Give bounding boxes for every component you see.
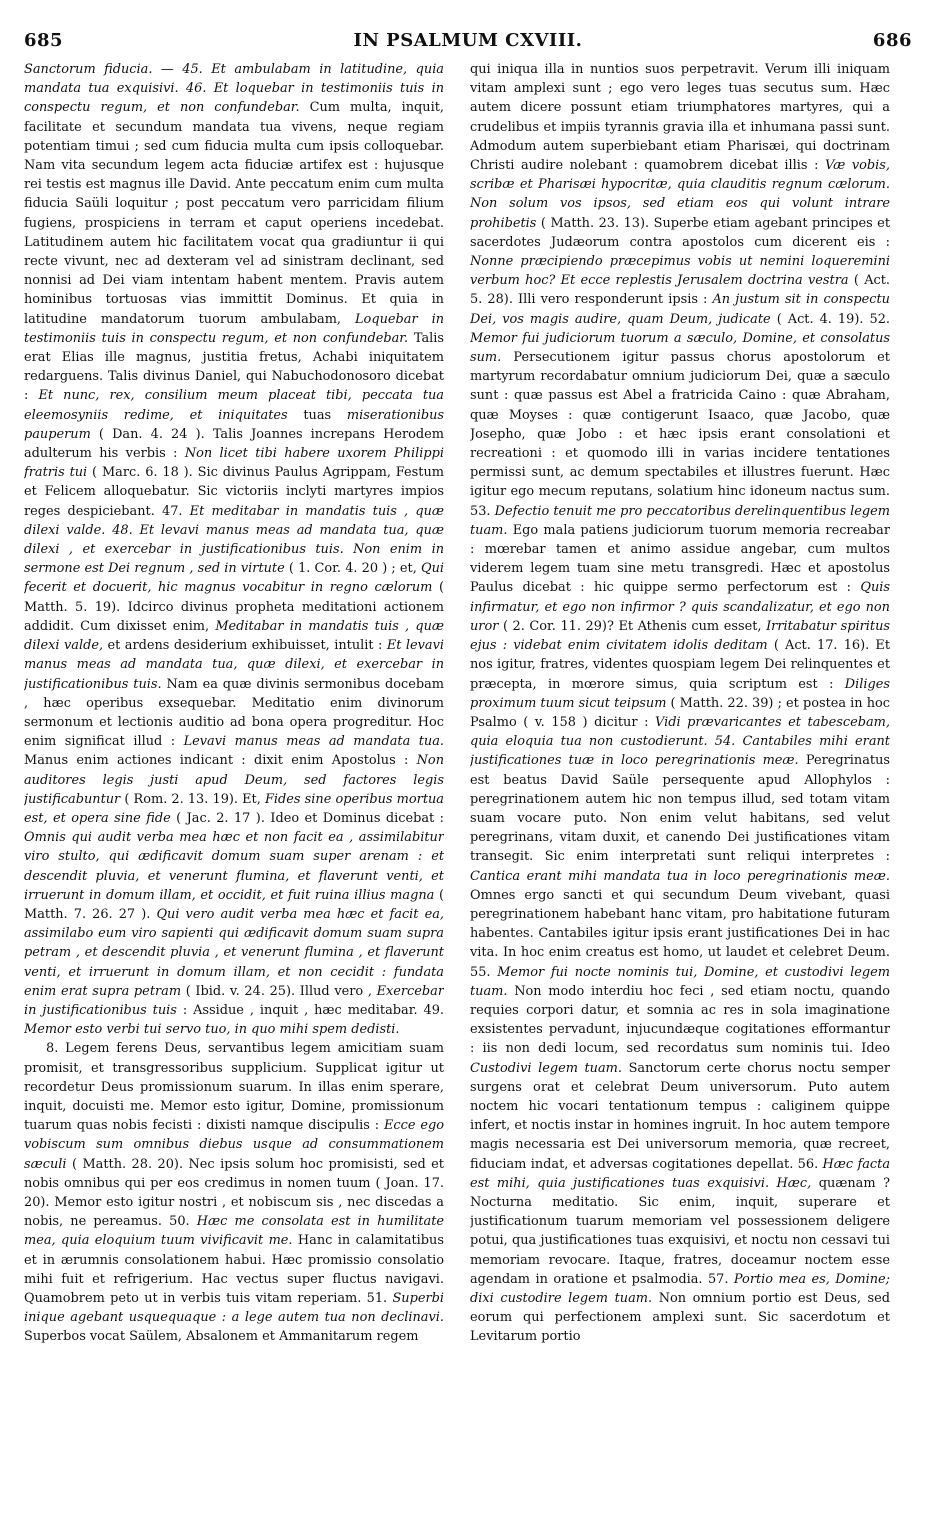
text-run: qui iniqua illa in nuntios suos perpetravit. Verum illi iniquam vitam amplexi sunt ; ego vero leges tuas secutus sum. Hæc autem dicere possunt etiam triumphatores martyres, qui a crudelibus et impiis tyrannis gravia illa et inhumana passi sunt. Admodum autem superbiebant etiam Pharisæi, qui doctrinam Christi audire nolebant : quamobrem dicebat illis : bbox=[470, 62, 890, 174]
italic-text-run: Qui vero audit verba mea hæc et facit ea, assimilabo eum viro sapienti qui ædificavit domum suam supra petram , et descendit pluvia , et venerunt flumina , et flaverunt venti, et irruerunt in domum illam, et non cecidit : fundata enim erat supra petram bbox=[24, 906, 444, 999]
italic-text-run: Custodivi legem tuam. bbox=[470, 1060, 622, 1076]
page-number-left: 685 bbox=[24, 30, 64, 51]
text-run: ( Act. 17. 16). Et nos igitur, fratres, videntes quospiam legem Dei relinquentes et præcepta, in mœrore simus, quia scriptum est : bbox=[470, 638, 890, 692]
italic-text-run: Superbi inique agebant usquequaque : a lege autem tua non declinavi. bbox=[24, 1291, 444, 1326]
left-paragraph-2 bbox=[24, 1039, 444, 1346]
italic-text-run: An justum sit in conspectu Dei, vos magis audire, quam Deum, judicate bbox=[470, 292, 890, 327]
italic-text-run: Et levavi manus meas ad mandata tua, quæ dilexi, et exercebar in justificationibus tuis. bbox=[24, 638, 444, 692]
italic-text-run: Loquebar in testimoniis tuis in conspectu regum, et non confundebar. bbox=[24, 311, 444, 346]
right-column bbox=[470, 60, 890, 1495]
text-run: Cum multa, inquit, facilitate et secundum mandata tua vivens, neque regiam potentiam timui ; sed cum fiducia multa cum ipsis colloquebar. Nam vita secundum legem acta fiduciæ artifex est : hujusque rei testis est magnus ille David. Ante peccatum enim cum multa fiducia Saüli loquitur ; post peccatum vero parricidam filium fugiens, prospiciens in terram et caput operiens incedebat. Latitudinem autem hic facilitatem vocat qua gradiuntur ii qui recte vivunt, nec ad dexteram vel ad sinistram declinant, sed nonnisi ad Dei viam intentam habent mentem. Pravis autem hominibus tortuosas vias immittit Dominus. Et quia in latitudine mandatorum tuorum ambulabam, bbox=[24, 100, 444, 327]
text-run: tuas bbox=[287, 407, 347, 423]
text-run: : Assidue , inquit , hæc meditabar. 49. bbox=[176, 1002, 444, 1018]
text-run: ( Matth. 28. 20). Nec ipsis solum hoc promisisti, sed et nobis omnibus qui per eos credimus in nomen tuum ( Joan. 17. 20). Memor esto igitur nostri , et nobiscum sis , nec discedas a nobis, ne pereamus. 50. bbox=[24, 1156, 444, 1230]
italic-text-run: Et meditabar in mandatis tuis , quæ dilexi valde. 48. Et levavi manus meas ad mandata tua, quæ dilexi , et exercebar in justificationibus tuis. Non enim in sermone est Dei regnum , sed in virtute bbox=[24, 503, 444, 577]
italic-text-run: Non auditores legis justi apud Deum, sed factores legis justificabuntur bbox=[24, 753, 444, 807]
italic-text-run: Sanctorum fiducia. — 45. Et ambulabam in latitudine, quia mandata tua exquisivi. 46. Et loquebar in testimoniis tuis in conspectu regum, et non confundebar. bbox=[24, 62, 444, 116]
italic-text-run: Portio mea es, Domine; dixi custodire legem tuam. bbox=[470, 1271, 890, 1306]
text-run: ( Matth. 5. 19). Idcirco divinus propheta meditationi actionem addidit. Cum dixisset enim, bbox=[24, 580, 444, 634]
text-run: ( Dan. 4. 24 ). Talis Joannes increpans Herodem adulterum his verbis : bbox=[24, 426, 444, 462]
italic-text-run: Et nunc, rex, consilium meum placeat tibi, peccata tua eleemosyniis redime, et iniquitates bbox=[24, 388, 444, 423]
text-run: et ardens desiderium exhibuisset, intulit : bbox=[103, 638, 387, 654]
italic-text-run: Defectio tenuit me pro peccatoribus derelinquentibus legem tuam. bbox=[470, 503, 890, 538]
italic-text-run: Memor fui nocte nominis tui, Domine, et custodivi legem tuam. bbox=[470, 964, 890, 999]
italic-text-run: Meditabar in mandatis tuis , quæ dilexi valde, bbox=[24, 618, 444, 654]
text-run: Talis erat Elias ille magnus, justitia fretus, Achabi iniquitatem redarguens. Talis divinus Daniel, qui Nabuchodonosoro dicebat : bbox=[24, 330, 444, 404]
running-header bbox=[24, 30, 912, 58]
left-paragraph-1 bbox=[24, 60, 444, 1039]
italic-text-run: Irritabatur spiritus ejus : videbat enim civitatem idolis deditam bbox=[470, 618, 890, 654]
text-run: Sanctorum certe chorus noctu semper surgens orat et celebrat Deum universorum. Puto autem noctem hic vocari tentationum tempus : caliginem quippe infert, et noctis instar in homines ingruit. In hoc autem tempore magis necessaria est Dei universorum memoria, quæ recreet, fiduciam indat, et adversas cogitationes depellat. 56. bbox=[470, 1060, 890, 1172]
text-run: ( Jac. 2. 17 ). Ideo et Dominus dicebat : bbox=[170, 810, 444, 826]
text-run: ( Matth. 22. 39) ; et postea in hoc Psalmo ( v. 158 ) dicitur : bbox=[470, 695, 890, 730]
text-run: Manus enim actiones indicant : dixit enim Apostolus : bbox=[24, 753, 417, 769]
italic-text-run: Vidi prævaricantes et tabescebam, quia eloquia tua non custodierunt. 54. Cantabiles mihi erant justificationes tuæ in loco peregrinationis meæ. bbox=[470, 714, 890, 769]
text-run: Non omnium portio est Deus, sed eorum qui perfectionem amplexi sunt. Sic sacerdotum et Levitarum portio bbox=[470, 1291, 890, 1345]
text-run: Ego mala patiens judiciorum tuorum memoria recreabar : mœrebar tamen et animo assidue angebar, cum multos viderem legem tuam sine metu transgredi. Hæc et apostolus Paulus dicebat : hic quippe sermo perfectorum est : bbox=[470, 522, 890, 596]
italic-text-run: miserationibus pauperum bbox=[24, 407, 444, 442]
text-run: ( Matth. 23. 13). Superbe etiam agebant principes et sacerdotes Judæorum contra apostolos cum dicerent eis : bbox=[470, 215, 890, 250]
text-run: Peregrinatus est beatus David Saüle persequente apud Allophylos : peregrinationem autem hic non tempus illud, sed totam vitam suam vocare puto. Non enim velut habitans, sed velut peregrinans, vitam duxit, et canendo Dei justificationes vitam transegit. Sic enim interpretati sunt reliqui interpretes : bbox=[470, 753, 890, 865]
italic-text-run: Levavi manus meas ad mandata tua. bbox=[183, 734, 444, 750]
italic-text-run: Qui fecerit et docuerit, hic magnus vocabitur in regno cælorum bbox=[24, 561, 444, 596]
text-run: ( Act. 5. 28). Illi vero responderunt ipsis : bbox=[470, 273, 890, 308]
italic-text-run: Væ vobis, scribæ et Pharisæi hypocritæ, quia clauditis regnum cælorum. Non solum vos ipsos, sed etiam eos qui volunt intrare prohibetis bbox=[470, 158, 890, 231]
italic-text-run: Non licet tibi habere uxorem Philippi fratris tui bbox=[24, 446, 444, 481]
text-run: 8. Legem ferens Deus, servantibus legem amicitiam suam promisit, et transgressoribus supplicium. Supplicat igitur ut recordetur Deus promissionum suarum. In illas enim sperare, inquit, docuisti me. Memor esto igitur, Domine, promissionum tuarum quas nobis fecisti : dixisti namque discipulis : bbox=[24, 1041, 444, 1134]
italic-text-run: Hæc me consolata est in humilitate mea, quia eloquium tuum vivificavit me. bbox=[24, 1214, 444, 1249]
text-run: ( Matth. 7. 26. 27 ). bbox=[24, 887, 444, 922]
text-run: ( 1. Cor. 4. 20 ) ; et, bbox=[284, 561, 421, 577]
text-run: ( Marc. 6. 18 ). Sic divinus Paulus Agrippam, Festum et Felicem alloquebatur. Sic victoriis inclyti martyres impios reges despiciebant. 47. bbox=[24, 465, 444, 519]
text-run: ( Ibid. v. 24. 25). Illud vero , bbox=[181, 983, 377, 999]
text-run: Superbos vocat Saülem, Absalonem et Ammanitarum regem bbox=[24, 1329, 419, 1345]
left-column bbox=[24, 60, 444, 1495]
italic-text-run: Nonne præcipiendo præcepimus vobis ut nemini loqueremini verbum hoc? Et ecce replestis Jerusalem doctrina vestra bbox=[470, 254, 890, 289]
text-run: Omnes ergo sancti et qui secundum Deum vivebant, quasi peregrinationem habebant hanc vitam, pro habitatione futuram habentes. Cantabiles igitur ipsis erant justificationes Dei in hac vita. In hoc enim creatus est homo, ut laudet et celebret Deum. 55. bbox=[470, 887, 890, 980]
italic-text-run: Exercebar in justificationibus tuis bbox=[24, 983, 444, 1018]
text-run: Nam ea quæ divinis sermonibus docebam , hæc operibus exsequebar. Meditatio enim divinorum sermonum et lectionis auditio ad bona opera progreditur. Hoc enim significat illud : bbox=[24, 676, 444, 750]
italic-text-run: Diliges proximum tuum sicut teipsum bbox=[470, 676, 890, 711]
text-run: Non modo interdiu hoc feci , sed etiam noctu, quando requies corpori datur, et somnia ac res in sola imaginatione exsistentes pervadunt, injucundæque cogitationes efformantur : iis non dedi locum, sed recordatus sum nominis tui. Ideo bbox=[470, 983, 890, 1057]
italic-text-run: Hæc facta est mihi, quia justificationes tuas exquisivi. Hæc, bbox=[470, 1156, 890, 1191]
italic-text-run: Fides sine operibus mortua est, et opera sine fide bbox=[24, 791, 444, 826]
text-run: ( Rom. 2. 13. 19). Et, bbox=[120, 791, 265, 807]
running-title: IN PSALMUM CXVIII. bbox=[353, 30, 583, 51]
text-run: ( 2. Cor. 11. 29)? Et Athenis cum esset, bbox=[498, 618, 767, 634]
text-run: ( Act. 4. 19). 52. bbox=[770, 311, 890, 327]
right-paragraph-1 bbox=[470, 60, 890, 1347]
text-run: quænam ? Nocturna meditatio. Sic enim, inquit, superare et justificationum tuarum memoriam vel possessionem deligere potui, qua justificationes tuas exquisivi, et noctu non cessavi tui memoriam revocare. Itaque, fratres, doceamur noctem esse agendam in oratione et psalmodia. 57. bbox=[470, 1175, 890, 1287]
italic-text-run: Memor fui judiciorum tuorum a sæculo, Domine, et consolatus sum. bbox=[470, 330, 890, 366]
italic-text-run: Omnis qui audit verba mea hæc et non facit ea , assimilabitur viro stulto, qui ædificavit domum suam super arenam : et descendit pluvia, et venerunt flumina, et flaverunt venti, et irruerunt in domum illam, et occidit, et fuit ruina illius magna bbox=[24, 830, 444, 903]
italic-text-run: Memor esto verbi tui servo tuo, in quo mihi spem dedisti. bbox=[24, 1022, 400, 1038]
page-number-right: 686 bbox=[872, 30, 912, 51]
text-run: Persecutionem igitur passus chorus apostolorum et martyrum recordabatur omnium judiciorum Dei, quæ a sæculo sunt : quæ passus est Abel a fratricida Caino : quæ Abraham, quæ Moyses : quæ contigerunt Isaaco, quæ Jacobo, quæ Josepho, quæ Jobo : et hæc ipsis erant consolationi et recreationi : et quomodo illi in varias incidere tentationes permissi sunt, ac demum spectabiles et illustres fuerunt. Hæc igitur ego mecum reputans, solatium hinc idoneum nactus sum. 53. bbox=[470, 350, 890, 519]
text-run: Hanc in calamitatibus et in ærumnis consolationem habui. Hæc promissio consolatio mihi fuit et refrigerium. Hac vectus super fluctus navigavi. Quamobrem peto ut in verbis tuis vitam reperiam. 51. bbox=[24, 1233, 444, 1306]
italic-text-run: Ecce ego vobiscum sum omnibus diebus usque ad consummationem sæculi bbox=[24, 1118, 444, 1172]
italic-text-run: Quis infirmatur, et ego non infirmor ? quis scandalizatur, et ego non uror bbox=[470, 580, 890, 634]
italic-text-run: Cantica erant mihi mandata tua in loco peregrinationis meæ. bbox=[470, 868, 890, 884]
